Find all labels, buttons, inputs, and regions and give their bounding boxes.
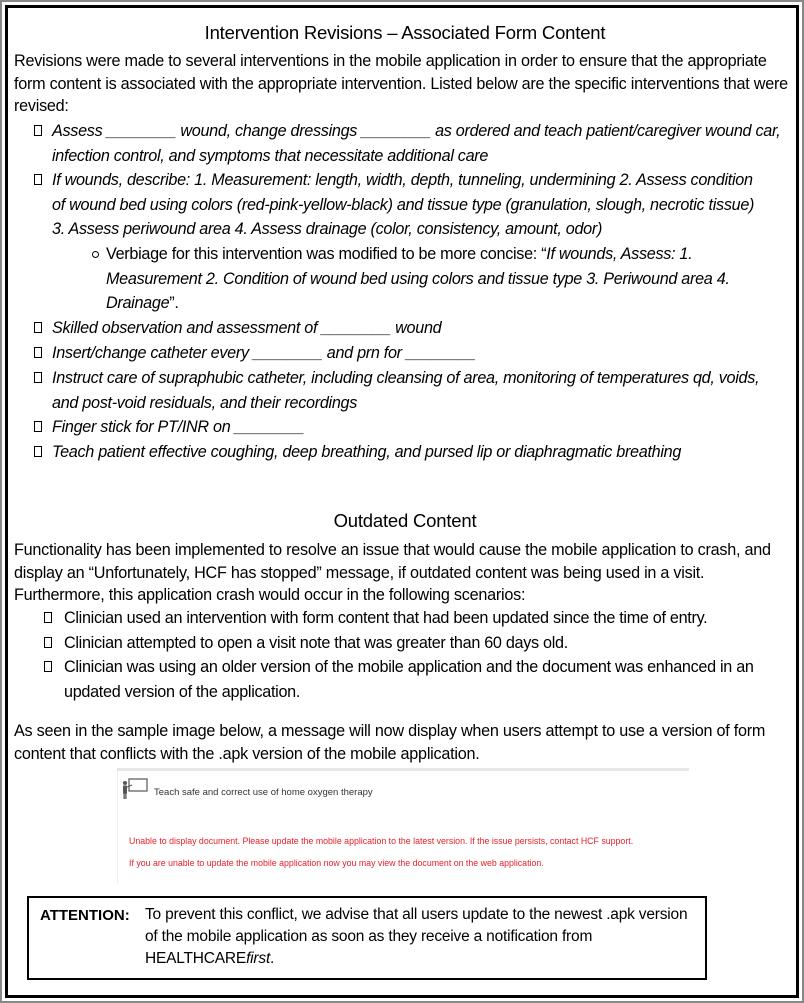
sub-note: Verbiage for this intervention was modified to be more concise: “If wounds, Assess: 1. Measurement 2. Condition of wound bed using colors and tissue type 3. Periwound area 4. Drainage”.	[92, 242, 792, 316]
attention-callout	[27, 896, 707, 980]
brand-name: HEALTHCARE	[145, 950, 247, 967]
brand-name-italic: first	[246, 950, 271, 967]
intervention-item: Finger stick for PT/INR on ________	[34, 415, 794, 440]
section-title-outdated-content: Outdated Content	[333, 510, 477, 531]
section-title-intervention-revisions: Intervention Revisions – Associated Form Content	[204, 22, 606, 43]
sample-error-line-2: If you are unable to update the mobile application now you may view the document on the web application.	[129, 858, 544, 868]
sample-error-line-1: Unable to display document. Please update the mobile application to the latest version. If the issue persists, contact HCF support.	[129, 836, 634, 846]
intervention-item: Insert/change catheter every ________ and prn for ________	[34, 341, 794, 366]
bullet-circle-icon	[92, 251, 99, 258]
attention-label: ATTENTION:	[40, 907, 130, 924]
outdated-intro-paragraph: Functionality has been implemented to resolve an issue that would cause the mobile application to crash, and display an “Unfortunately, HCF has stopped” message, if outdated content was being used in a visit. Furthermore, this application crash would occur in the following scenarios:	[14, 541, 771, 604]
intro-paragraph: Revisions were made to several interventions in the mobile application in order to ensure that the appropriate form content is associated with the appropriate intervention. Listed below are the specific interventions that were revised:	[14, 52, 788, 115]
bullet-box-icon	[34, 446, 42, 457]
sample-left-divider	[117, 771, 118, 883]
sample-top-divider	[117, 768, 689, 771]
sample-intro-paragraph: As seen in the sample image below, a message will now display when users attempt to use a version of form content that conflicts with the .apk version of the mobile application.	[14, 722, 766, 763]
intervention-item: Assess ________ wound, change dressings ________ as ordered and teach patient/caregiver wound car, infection control, and symptoms that necessitate additional care	[34, 119, 794, 168]
bullet-box-icon	[44, 661, 52, 672]
intervention-item: If wounds, describe: 1. Measurement: length, width, depth, tunneling, undermining 2. Assess condition of wound bed using colors (red-pink-yellow-black) and tissue type (granulation, slough, necrotic tissue) 3. Assess periwound area 4. Assess drainage (color, consistency, amount, odor)	[34, 168, 804, 242]
intervention-item: Skilled observation and assessment of ________ wound	[34, 316, 794, 341]
teacher-board-icon	[121, 778, 149, 800]
scenario-item: Clinician used an intervention with form content that had been updated since the time of entry.	[44, 606, 804, 631]
intervention-item: Teach patient effective coughing, deep breathing, and pursed lip or diaphragmatic breathing	[34, 440, 794, 465]
sample-intervention-label: Teach safe and correct use of home oxygen therapy	[154, 787, 373, 798]
bullet-box-icon	[34, 174, 42, 185]
bullet-box-icon	[34, 347, 42, 358]
bullet-box-icon	[34, 322, 42, 333]
intervention-item: Instruct care of supraphubic catheter, including cleansing of area, monitoring of temperatures qd, voids, and post-void residuals, and their recordings	[34, 366, 804, 415]
bullet-box-icon	[34, 125, 42, 136]
attention-message: To prevent this conflict, we advise that all users update to the newest .apk version of the mobile application as soon as they receive a notification from HEALTHCAREfirst.	[145, 906, 688, 967]
scenario-item: Clinician was using an older version of the mobile application and the document was enhanced in an updated version of the application.	[44, 655, 804, 704]
bullet-box-icon	[44, 637, 52, 648]
bullet-box-icon	[34, 372, 42, 383]
bullet-box-icon	[34, 421, 42, 432]
bullet-box-icon	[44, 612, 52, 623]
scenario-item: Clinician attempted to open a visit note that was greater than 60 days old.	[44, 631, 804, 656]
sample-error-screenshot	[117, 768, 689, 883]
